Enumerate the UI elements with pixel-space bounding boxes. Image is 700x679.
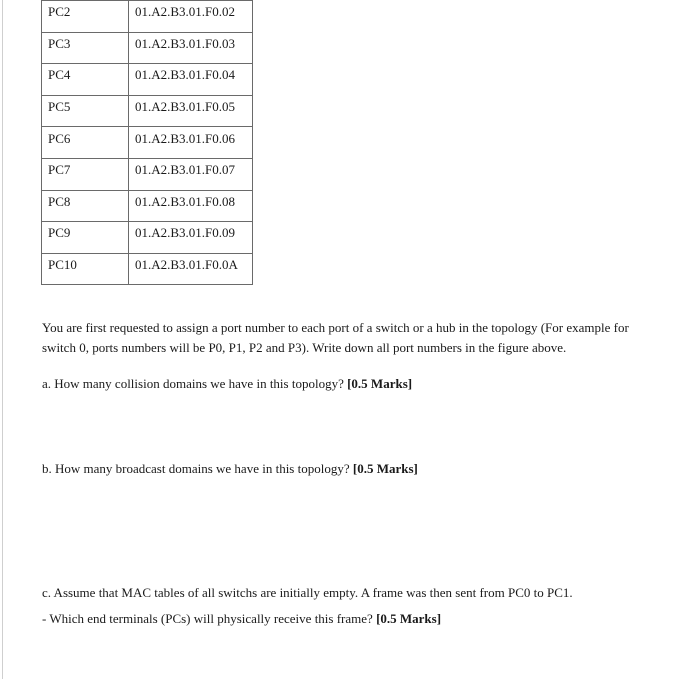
table-row [42, 64, 253, 96]
instructions-line-2: switch 0, ports numbers will be P0, P1, P2 and P3). Write down all port numbers in the figure above. [42, 340, 567, 355]
page-left-border [2, 0, 3, 679]
mac-address-cell [129, 222, 253, 254]
mac-address-cell [129, 253, 253, 285]
instructions-paragraph [42, 318, 694, 358]
question-a [42, 374, 412, 394]
question-c-sub [42, 609, 441, 629]
pc-name-text: PC7 [48, 162, 71, 178]
question-b-marks: [0.5 Marks] [352, 461, 418, 476]
pc-name-cell [42, 158, 129, 190]
instructions-line-1: You are first requested to assign a port number to each port of a switch or a hub in the topology (For example for [42, 320, 629, 335]
mac-address-cell [129, 32, 253, 64]
pc-name-text: PC8 [48, 193, 71, 209]
pc-name-cell [42, 64, 129, 96]
pc-name-text: PC5 [48, 99, 71, 115]
pc-name-cell [42, 190, 129, 222]
question-text-block [42, 318, 694, 626]
table-row [42, 1, 253, 33]
pc-name-cell [42, 253, 129, 285]
mac-address-text: 01.A2.B3.01.F0.09 [135, 225, 236, 241]
pc-name-text: PC9 [48, 225, 71, 241]
question-a-marks: [0.5 Marks] [347, 376, 413, 391]
question-c [42, 583, 573, 603]
pc-name-cell [42, 222, 129, 254]
table-row [42, 222, 253, 254]
pc-name-text: PC4 [48, 67, 71, 83]
table-row [42, 253, 253, 285]
mac-address-cell [129, 158, 253, 190]
mac-address-cell [129, 95, 253, 127]
mac-address-text: 01.A2.B3.01.F0.02 [135, 4, 236, 20]
mac-address-text: 01.A2.B3.01.F0.07 [135, 162, 236, 178]
pc-name-text: PC6 [48, 130, 71, 146]
pc-mac-table-body [42, 1, 253, 285]
mac-address-text: 01.A2.B3.01.F0.05 [135, 99, 236, 115]
pc-name-cell [42, 127, 129, 159]
mac-address-text: 01.A2.B3.01.F0.08 [135, 193, 236, 209]
question-a-text: a. How many collision domains we have in this topology? [42, 376, 348, 391]
pc-name-cell [42, 1, 129, 33]
table-row [42, 32, 253, 64]
table-row [42, 127, 253, 159]
pc-name-cell [42, 95, 129, 127]
question-b [42, 459, 418, 479]
pc-mac-table [41, 0, 253, 285]
mac-address-text: 01.A2.B3.01.F0.0A [135, 257, 238, 273]
mac-address-text: 01.A2.B3.01.F0.03 [135, 35, 236, 51]
mac-address-cell [129, 127, 253, 159]
pc-mac-table-container [41, 0, 253, 285]
mac-address-cell [129, 1, 253, 33]
pc-name-cell [42, 32, 129, 64]
table-row [42, 190, 253, 222]
question-c-text: c. Assume that MAC tables of all switchs are initially empty. A frame was then sent from PC0 to PC1. [42, 585, 573, 600]
pc-name-text: PC3 [48, 35, 71, 51]
table-row [42, 158, 253, 190]
question-c-sub-text: - Which end terminals (PCs) will physically receive this frame? [42, 611, 377, 626]
question-c-sub-marks: [0.5 Marks] [376, 611, 442, 626]
pc-name-text: PC2 [48, 4, 71, 20]
mac-address-cell [129, 190, 253, 222]
table-row [42, 95, 253, 127]
question-b-text: b. How many broadcast domains we have in this topology? [42, 461, 353, 476]
mac-address-text: 01.A2.B3.01.F0.04 [135, 67, 236, 83]
mac-address-cell [129, 64, 253, 96]
mac-address-text: 01.A2.B3.01.F0.06 [135, 130, 236, 146]
pc-name-text: PC10 [48, 257, 77, 273]
